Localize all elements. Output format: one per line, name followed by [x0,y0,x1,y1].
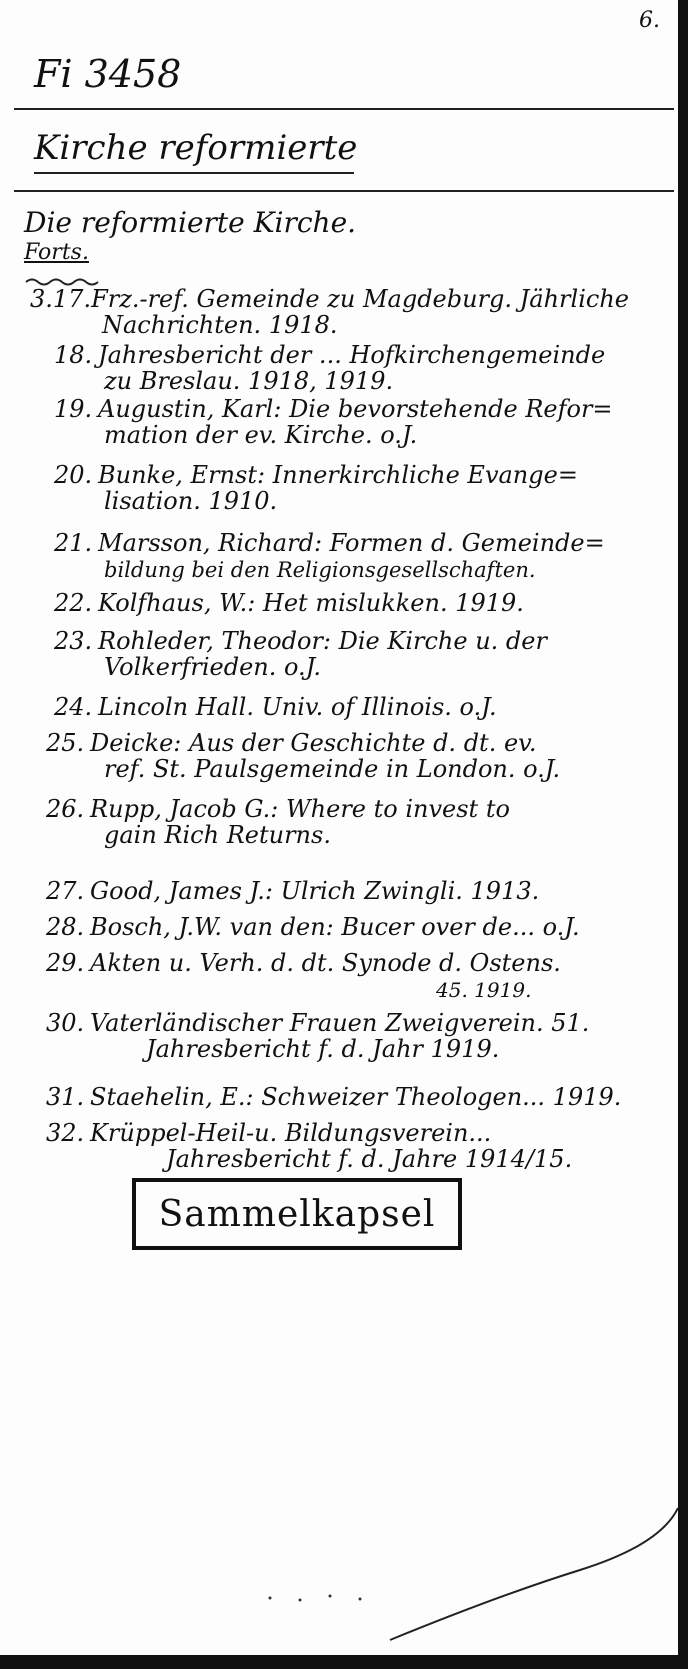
list-item: 29. Akten u. Verh. d. dt. Synode d. Ostens. 45. 1919. [46,949,561,1002]
collection-stamp [132,1178,462,1250]
dotted-marks [260,1590,400,1610]
list-item: 22. Kolfhaus, W.: Het mislukken. 1919. [54,589,524,617]
card-edge-bottom [0,1655,688,1669]
card-edge-right [678,0,688,1669]
continued-label: Forts. [24,240,89,265]
card-corner-number: 6. [639,8,660,33]
list-item: 20. Bunke, Ernst: Innerkirchliche Evange= lisation. 1910. [54,461,578,515]
list-item: 27. Good, James J.: Ulrich Zwingli. 1913. [46,877,540,905]
list-item: 26. Rupp, Jacob G.: Where to invest to gain Rich Returns. [46,795,510,849]
pen-stroke [380,1500,680,1650]
list-item: 21. Marsson, Richard: Formen d. Gemeinde= bildung bei den Religionsgesellschaften. [54,529,605,582]
shelf-signature: Fi 3458 [34,52,182,96]
list-item: 30. Vaterländischer Frauen Zweigverein. 51. Jahresbericht f. d. Jahr 1919. [46,1009,590,1063]
subject-heading: Kirche reformierte [34,128,358,168]
stamp-text: Sammelkapsel [158,1193,436,1235]
subject-underline [34,172,354,174]
list-item: 3.17.Frz.-ref. Gemeinde zu Magdeburg. Jährliche Nachrichten. 1918. [30,285,629,339]
divider-middle [14,190,674,192]
list-item: 24. Lincoln Hall. Univ. of Illinois. o.J. [54,693,497,721]
list-item: 25. Deicke: Aus der Geschichte d. dt. ev. ref. St. Paulsgemeinde in London. o.J. [46,729,561,783]
card-title: Die reformierte Kirche. [24,206,357,239]
list-item: 32. Krüppel-Heil-u. Bildungsverein... Jahresbericht f. d. Jahre 1914/15. [46,1119,573,1173]
list-item: 31. Staehelin, E.: Schweizer Theologen... 1919. [46,1083,622,1111]
list-item: 18. Jahresbericht der ... Hofkirchengemeinde zu Breslau. 1918, 1919. [54,341,606,395]
list-item: 19. Augustin, Karl: Die bevorstehende Refor= mation der ev. Kirche. o.J. [54,395,613,449]
list-item: 28. Bosch, J.W. van den: Bucer over de... o.J. [46,913,580,941]
divider-top [14,108,674,110]
list-item: 23. Rohleder, Theodor: Die Kirche u. der Volkerfrieden. o.J. [54,627,547,681]
